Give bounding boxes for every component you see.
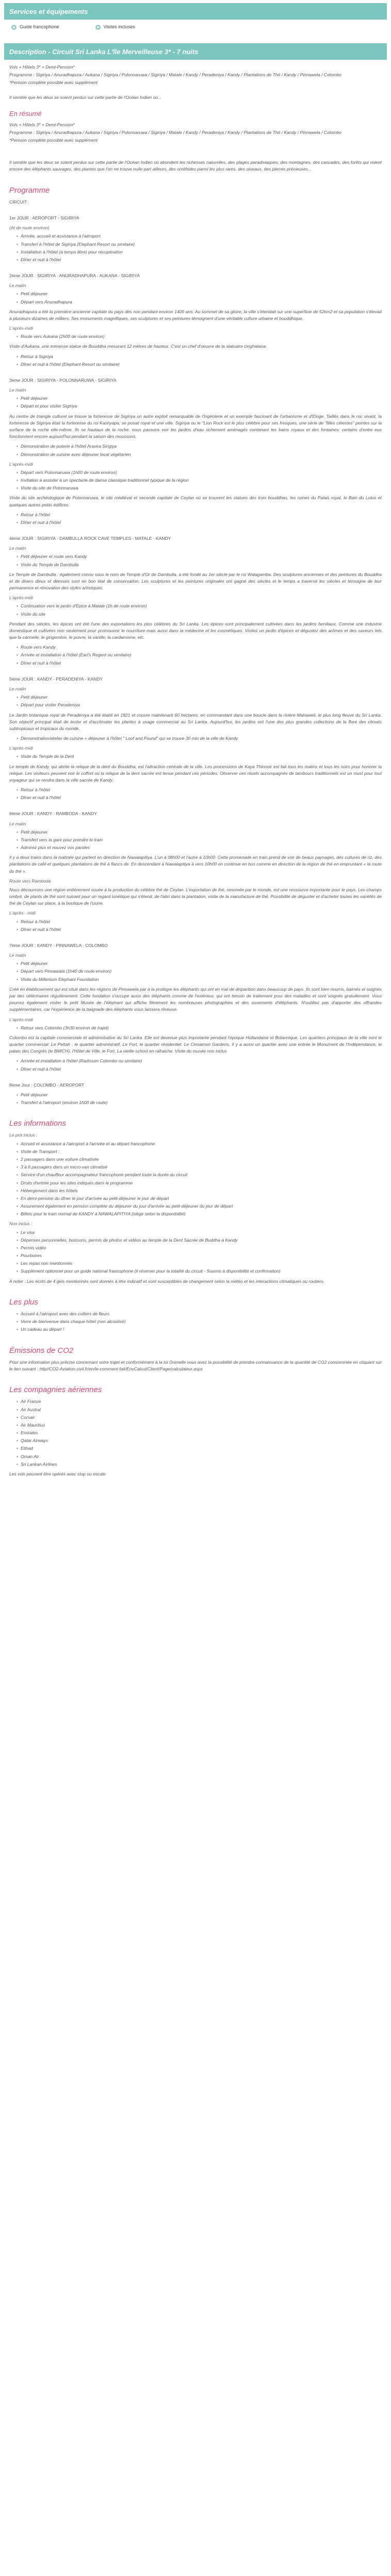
block-bullets xyxy=(9,291,382,305)
day-title: 7ème JOUR : KANDY - PINNAWELA - COLOMBO xyxy=(9,942,108,948)
block-paragraph: Visite du site archéologique de Polonnaruwa, le site médiéval et seconde capitale de Ceylan où se trouvent les statues des trois bouddhas, les ruines du Palais royal, le Bain du Lotus et quelques autres petits édifices. xyxy=(9,495,382,507)
list-item: • Route vers Aukana (2h00 de route environ) xyxy=(17,333,382,340)
service-item xyxy=(11,24,59,31)
description-banner xyxy=(4,43,387,60)
compagnies-footer: Les vols peuvent être opérés avec stop ou escale xyxy=(9,1471,106,1477)
block-paragraph: Colombo est la capitale commerciale et administrative du Sri Lanka. Elle est devenue plus importante pendant l'époque Hollandaise et Britannique. Les quartiers principaux de la ville sont le quartier commercial: Le Pettah : le quartier administratif, Le Fort, le quartier résidentiel. Le Cinnamon Gardens. Il y a aussi un quartier avec une entrée le Monument de l'Indépendance, le palais des Congrès (le BMICH), l'Hôtel de Ville, le Fort, La vieille school en rafraiche. Visite du musée non inclus xyxy=(9,1035,382,1054)
day-intro: (At de route environ) xyxy=(9,225,50,231)
block-paragraph: Nous découvrons une région entièrement vouée à la production du célèbre thé de Ceylan. L'exportation de thé, renomée par le monde, est une ressource importante pour le pays. Les champs ombré, de plants de thé sont suivant pour un regard lunétique qui s'étend, de l'abri dans la plantation, visite de la manufacture de thé. Possibilité de déguster et d'acheter toutes les variétés de thé de Ceylan sur place, à la boutique de l'usine. xyxy=(9,887,382,906)
block-bullets xyxy=(9,960,382,983)
list-item: • Visite du site de Polonnaruwa xyxy=(17,485,382,492)
block-bullets xyxy=(9,753,382,760)
block-bullets xyxy=(9,694,382,708)
resume-line: *Pension complète possible avec supplément xyxy=(9,138,98,143)
block-bullets xyxy=(9,1092,382,1106)
block-label: Le matin xyxy=(9,546,26,551)
block-bullets xyxy=(9,603,382,617)
list-item: • Départ vers Anuradhapura xyxy=(17,299,382,306)
description-section xyxy=(4,64,387,1478)
block-bullets xyxy=(9,353,382,368)
block-label: Route vers Ramboda xyxy=(9,878,51,884)
list-item: • Invitation à assister à un spectacle de danse classique traditionnel typique de la région xyxy=(17,477,382,484)
block-bullets xyxy=(9,829,382,852)
list-item: • Retour vers Colombo (3h30 environ de trajet) xyxy=(17,1025,382,1031)
block-label: Le matin xyxy=(9,686,26,691)
block-paragraph: Le Temple de Dambulla : également connu sous le nom de Temple d'Or de Dambulla, a été fondé au 1er siècle par le roi Walagamba. Des sculptures anciennes et des peintures du Bouddha et de divers dieux et déesses sont en bon état de conservation. Les sculptures et les peintures originales ont gagné des siècles et le temps a traversé les siècles et témoigne de leur permanence et rénovation des styles artistiques. xyxy=(9,571,382,591)
description-line: *Pension complète possible avec supplément xyxy=(9,80,98,86)
list-item: • Petit déjeuner xyxy=(17,291,382,297)
list-item: • Petit déjeuner xyxy=(17,395,382,402)
list-item: • Route vers Kandy xyxy=(17,644,382,651)
block-bullets xyxy=(9,333,382,340)
block-bullets xyxy=(9,1025,382,1031)
block-label: L'après-midi xyxy=(9,1016,34,1022)
block-label: L'après-midi xyxy=(9,745,34,751)
list-item: • Petit déjeuner et route vers Kandy xyxy=(17,553,382,560)
resume-line: Vols + Hôtels 3* + Demi-Pension* xyxy=(9,122,75,127)
list-item: • En demi-pension du dîner le jour d'arrivée au petit-déjeuner le jour de départ xyxy=(17,1195,382,1202)
emissions-title: Émissions de CO2 xyxy=(9,1346,74,1355)
resume-paragraph: Il semble que les deux se soient perdus sur cette partie de l'Océan Indien où abondent les richesses naturelles, des plages paradisiaques, des montagnes, des cascades, des forêts qui voient encore des éléphants sauvages, des plantes que l'on ne trouve nulle part ailleurs, des ornithides parmi les plus rares, des oiseaux, des pierres précieuses... xyxy=(9,160,382,172)
prix-inclus-label: Le prix inclus : xyxy=(9,1132,38,1138)
visit-icon xyxy=(95,25,101,30)
list-item: • Démonstration de cuisine avec déjeuner local végétarien xyxy=(17,451,382,458)
block-label: Le matin xyxy=(9,953,26,958)
list-item: • Dîner et nuit à l'hôtel xyxy=(17,926,382,933)
compagnies-list xyxy=(9,1398,382,1468)
list-item: • Arrivée et installation à l'hôtel (Earl's Regent ou similaire) xyxy=(17,652,382,658)
list-item: • Dîner et nuit à l'hôtel (Elephant Resort ou similaire) xyxy=(17,361,382,368)
informations-note: A noter : Les écrits de 4 gels mentionnés sont donnés à titre indicatif et sont susceptibles de changement selon la météo et les interactions climatiques ou routiers. xyxy=(9,1278,325,1284)
plus-title: Les plus xyxy=(9,1297,38,1307)
list-item: • 2 passagers dans une voiture climatisée xyxy=(17,1156,382,1163)
list-item: • Supplément optionnel pour un guide national francophone (il réserver pour la totalité du circuit - Soumis à disponibilité et confirmation) xyxy=(17,1268,382,1275)
list-item: • Sri Lankan Airlines xyxy=(17,1461,382,1468)
service-item xyxy=(95,24,135,31)
list-item: • Visite de Transport : xyxy=(17,1148,382,1155)
block-paragraph: Créé en établissement qui est situé dans les régions de Pinnawela par à la protègre les éléphants qui ont en mal de disparition dans beaucoup de pays. Ils sont bien nourris, baimés et soignés par des vétérinaires régulièrement. Cette fondation s'occupe aussi des éléphants comme de l'extérieur, qui ont besoin de traitement pour des maladies et sont soignés gratuitement. Vous pourrez également visiter le petit Musée de l'éléphant qui affiche fièrement les nombreuses photographies et des ossements d'éléphants. N'oubliez pas d'apporter des offrandes supplémentaires, car l'expérience de la baignade des éléphants vous laissera rêveuse. xyxy=(9,986,382,1012)
block-paragraph: Anuradhapura a été la première ancienne capitale du pays dès non pendant environ 1400 ans. Au sommet de sa gloire, la ville s'étendait sur une superficie de 52km2 et sa population s'élevait à plusieurs dizaines de milliers. Ses monuments magnifiques, ses sculptures et ses peintures témoignent d'une véritable culture urbaine et bouddhique. xyxy=(9,309,382,321)
block-bullets xyxy=(9,735,382,742)
list-item: • Service d'un chauffeur accompagnateur francophone pendant toute la durée du circuit xyxy=(17,1172,382,1178)
day-title: 2ème JOUR : SIGIRIYA - ANURADHAPURA - AUKANA - SIGIRIYA xyxy=(9,273,140,279)
services-title: Services et équipements xyxy=(9,8,88,15)
list-item: • Air France xyxy=(17,1398,382,1405)
list-item: • Arrivée, accueil et assistance à l'aéroport xyxy=(17,233,382,240)
list-item: • Dîner et nuit à l'hôtel xyxy=(17,794,382,801)
list-item: • Hébergement dans les hôtels xyxy=(17,1188,382,1194)
list-item: • Oman Air xyxy=(17,1453,382,1460)
list-item: • Départ et pour visiter Sigiriya xyxy=(17,403,382,410)
day-bullets xyxy=(9,233,382,263)
list-item: • Emirates xyxy=(17,1430,382,1436)
list-item: • Démonstration de poterie à l'hôtel Aravira Sirigiya xyxy=(17,443,382,450)
list-item: • Accueil à l'aéroport avec des colliers de fleurs xyxy=(17,1311,382,1317)
block-label: L'après-midi xyxy=(9,595,34,601)
services-banner xyxy=(4,3,387,20)
inclus-list xyxy=(9,1141,382,1218)
block-paragraph: Le Jardin botanique royal de Peradeniya a été établi en 1821 et couvre maintenant 60 hectares, en commandant dans une boucle dans la rivière Mahaweli, le plus long fleuve du Sri Lanka. Son objectif principal était de tester et d'acclimater les plantes à usage commercial au Sri Lanka. Aujourd'hui, les jardins ont l'une des plus grandes collections de la flore des climats subtropicaux et tropicaux du monde. xyxy=(9,712,382,731)
description-line: Programme : Sigiriya / Anuradhapura / Aukana / Sigiriya / Polonnaruwa / Sigiriya / Matale / Kandy / Peradeniya / Kandy / Plantations de Thé / Kandy / Pinnawela / Colombo xyxy=(9,72,341,78)
list-item: • Admirez plus et nouvez vos paroles xyxy=(17,844,382,851)
list-item: • Transfert à l'hôtel de Sigiriya (Elephant Resort ou similaire) xyxy=(17,241,382,248)
block-label: L'après - midi xyxy=(9,910,36,916)
list-item: • Permis vidéo xyxy=(17,1245,382,1251)
block-bullets xyxy=(9,787,382,801)
description-extra: Il semble que les deux se soient perdus sur cette partie de l'Océan Indien où... xyxy=(9,95,162,100)
list-item: • Retour à Sigiriya xyxy=(17,353,382,360)
list-item: • Visite du Millenium Elephant Foundation xyxy=(17,976,382,983)
list-item: • Droits d'entrée pour les sites indiqués dans le programme xyxy=(17,1180,382,1187)
resume-line: Programme : Sigiriya / Anuradhapura / Aukana / Sigiriya / Polonnaruwa / Sigiriya / Matale / Kandy / Peradeniya / Kandy / Plantations de Thé / Kandy / Pinnawela / Colombo xyxy=(9,129,341,135)
list-item: • Dépenses personnelles, boissons, permis de photos et vidéos au temple de la Dent Sacrée de Buddha à Kandy xyxy=(17,1237,382,1244)
block-paragraph: Il y a deux trains dans la matinée qui partent en direction de Nawalapitiya. L'un à 08h00 et l'autre à 10h00. Cette promenade en train prend de voir de beaux paysages, des cultures de riz, des plantations de café et quelques plantations de thé à flancs de. En descendant à Nawalapitiya à vers 10h00 on continue en bus comme en direction de la région de thé en empruntant « la route du thé ». xyxy=(9,855,382,874)
list-item: • Retour à l'hôtel xyxy=(17,919,382,925)
list-item: • Le visa xyxy=(17,1229,382,1236)
list-item: • Etihad xyxy=(17,1445,382,1452)
block-bullets xyxy=(9,919,382,933)
list-item: • Corsair xyxy=(17,1414,382,1421)
list-item: • Petit déjeuner xyxy=(17,829,382,836)
list-item: • Départ vers Polonnaruwa (1h00 de route environ) xyxy=(17,469,382,476)
list-item: • Retour à l'hôtel xyxy=(17,512,382,518)
block-bullets xyxy=(9,395,382,410)
programme-title: Programme xyxy=(9,185,50,195)
description-title: Description - Circuit Sri Lanka L'île Merveilleuse 3* - 7 nuits xyxy=(9,47,199,56)
block-label: Le matin xyxy=(9,821,26,826)
list-item: • Installation à l'hôtel (à temps libre) pour récupération xyxy=(17,249,382,256)
non-inclus-label: Non inclus : xyxy=(9,1221,32,1227)
service-label: Visites incluses xyxy=(103,24,135,29)
list-item: • Visite du site xyxy=(17,611,382,618)
list-item: • Visite du Temple de Dambulla xyxy=(17,562,382,568)
list-item: • Un cadeau au départ ! xyxy=(17,1326,382,1333)
guide-icon xyxy=(11,25,17,30)
block-paragraph: Au centre de triangle culturel se trouve la forteresse de Sigiriya un autre exploit remarquable de l'ingénierie et un exemple fascinant de l'urbanisme et d'Eloge. Taillés dans le roc vivant, la forteresse de Sigiriya était la forteresse du roi Kashyapa, se posait royal et une ville. Sigiriya ou le "Lion Rock est le plus célèbre pour ses fresques, une série de "filles célestes" peintes sur la surface de la roche elle-même. Ils se hautaux de la roche, nous passons voir les jardins d'eau richement aménagés contenant les bains royaux et des fontaines: certains d'entre eux fonctionnent encore aujourd'hui pendant la saison des moussons. xyxy=(9,413,382,439)
block-paragraph: Pendant des siècles, les épices ont été l'une des exportations les plus célèbres du Sri Lanka. Les épices sont principalement cultivées dans les jardins familiaux. Comme une industrie domestique et cultivées non seulement pour promouvoir le nourriture mais aussi dans la médecine et les cosmétiques. Visitez un jardin d'épices et dégustez des arômes et des saveurs tels que la cannelle, le gingembre, le poivre, la vanille, la cardamome, etc. xyxy=(9,621,382,640)
non-inclus-list xyxy=(9,1229,382,1275)
compagnies-title: Les compagnies aériennes xyxy=(9,1385,102,1395)
block-bullets xyxy=(9,553,382,568)
list-item: • Retour à l'hôtel xyxy=(17,787,382,793)
list-item: • Accueil et assistance à l'aéroport à l'arrivée et au départ francophone xyxy=(17,1141,382,1147)
block-bullets xyxy=(9,512,382,526)
list-item: • Petit déjeuner xyxy=(17,960,382,967)
programme-days xyxy=(9,215,382,1106)
list-item: • Transfert vers la gare pour prendre le train xyxy=(17,837,382,843)
block-label: L'après-midi xyxy=(9,461,34,467)
list-item: • Départ pour visiter Peradeniya xyxy=(17,702,382,708)
list-item: • Départ vers Pinnawala (1h40 de route environ) xyxy=(17,968,382,975)
list-item: • Assurement également en pension complète du déjeuner du jour d'arrivée au petit-déjeuner du jour de départ xyxy=(17,1203,382,1210)
list-item: • Dîner et nuit à l'hôtel xyxy=(17,257,382,263)
list-item: • Arrivée et installation à l'hôtel (Radisson Colombo ou similaire) xyxy=(17,1058,382,1064)
list-item: • Dîner et nuit à l'hôtel xyxy=(17,660,382,667)
block-label: Le matin xyxy=(9,387,26,393)
list-item: • Transfert à l'aéroport (environ 1h00 de route) xyxy=(17,1099,382,1106)
block-label: Le matin xyxy=(9,283,26,289)
informations-title: Les informations xyxy=(9,1119,67,1128)
list-item: • Petit déjeuner xyxy=(17,694,382,701)
block-bullets xyxy=(9,443,382,457)
list-item: • Dîner et nuit à l'hôtel xyxy=(17,1066,382,1073)
block-bullets xyxy=(9,1058,382,1072)
block-label: L'après-midi xyxy=(9,326,34,331)
day-title: 8ème Jour : COLOMBO - AEROPORT xyxy=(9,1082,85,1088)
list-item: • Visite du Temple de la Dent xyxy=(17,753,382,760)
list-item: • Les repas non mentionnés xyxy=(17,1260,382,1267)
list-item: • Pourboires xyxy=(17,1252,382,1259)
list-item: • Petit déjeuner xyxy=(17,1092,382,1098)
block-paragraph: Visite d'Aukana, une immense statue de Bouddha mesurant 12 mètres de hauteur. C'est un chef d'oeuvre de la statuaire cinghalaise. xyxy=(9,344,268,349)
list-item: • 3 à 6 passagers dans un micro-van climatisé xyxy=(17,1164,382,1171)
day-title: 1er JOUR : AEROPORT - SIGIRIYA xyxy=(9,215,79,221)
list-item: • Air Austral xyxy=(17,1406,382,1413)
description-line: Vols + Hôtels 3* + Demi-Pension* xyxy=(9,64,75,70)
block-paragraph: Le temple de Kandy, qui abrite la relique de la dent du Bouddha, est l'attraction centrale de la ville. Les processions de Kaya Thinnoir est fait tous les matins et tous les soirs pour honorer la relique. Les visiteurs peuvent voir le coffret où la relique de la dent sacrée est tenue pendant ces périodes. Observer ces rituels accompagnés de tambours traditionnels est un must pour tout voyageur qui se rendra dans la ville sacrée de Kandy. xyxy=(9,764,382,783)
list-item: • Dîner et nuit à l'hôtel xyxy=(17,519,382,526)
block-bullets xyxy=(9,644,382,667)
circuit-label: CIRCUIT : xyxy=(9,199,30,205)
list-item: • Air Mauritius xyxy=(17,1422,382,1429)
day-title: 3ème JOUR : SIGIRIYA - POLONNARUWA - SIGIRIYA xyxy=(9,377,117,383)
list-item: • Continuation vers le jardin d'Epice à Matale (1h de route environ) xyxy=(17,603,382,609)
plus-list xyxy=(9,1311,382,1333)
list-item: • Démonstration/atelier de cuisine + déjeuner à l'hôtel " Loof and Pound" qui se trouve 30 min de la ville de Kandy xyxy=(17,735,382,742)
day-title: 4ème JOUR : SIGIRIYA - DAMBULLA ROCK CAVE TEMPLES - MATALE - KANDY xyxy=(9,536,171,541)
emissions-paragraph: Pour une information plus précise concernant votre trajet et conformément à la loi Grenelle vous avez la possibilité de prendre connaissance de la quantité de CO2 consommée en cliquant sur le lien suivant : http//CO2-Aviation.civil.fr/en/le-comment-fait/EnvCalcul/Client/Page/calculateur.aspx xyxy=(9,1359,382,1371)
services-list xyxy=(4,24,387,43)
list-item: • Billets pour le train normal de KANDY à NAWALAPITIYA (siège selon la disponibilité) xyxy=(17,1211,382,1217)
list-item: • Verre de bienvenue dans chaque hôtel (non alcoolisé) xyxy=(17,1318,382,1325)
block-bullets xyxy=(9,469,382,492)
resume-title: En résumé xyxy=(9,109,42,117)
day-title: 6ème JOUR : KANDY - RAMBODA - KANDY xyxy=(9,811,97,817)
list-item: • Qatar Airways xyxy=(17,1437,382,1444)
day-title: 5ème JOUR : KANDY - PERADENIYA - KANDY xyxy=(9,676,103,682)
service-label: Guide francophone xyxy=(20,24,59,29)
